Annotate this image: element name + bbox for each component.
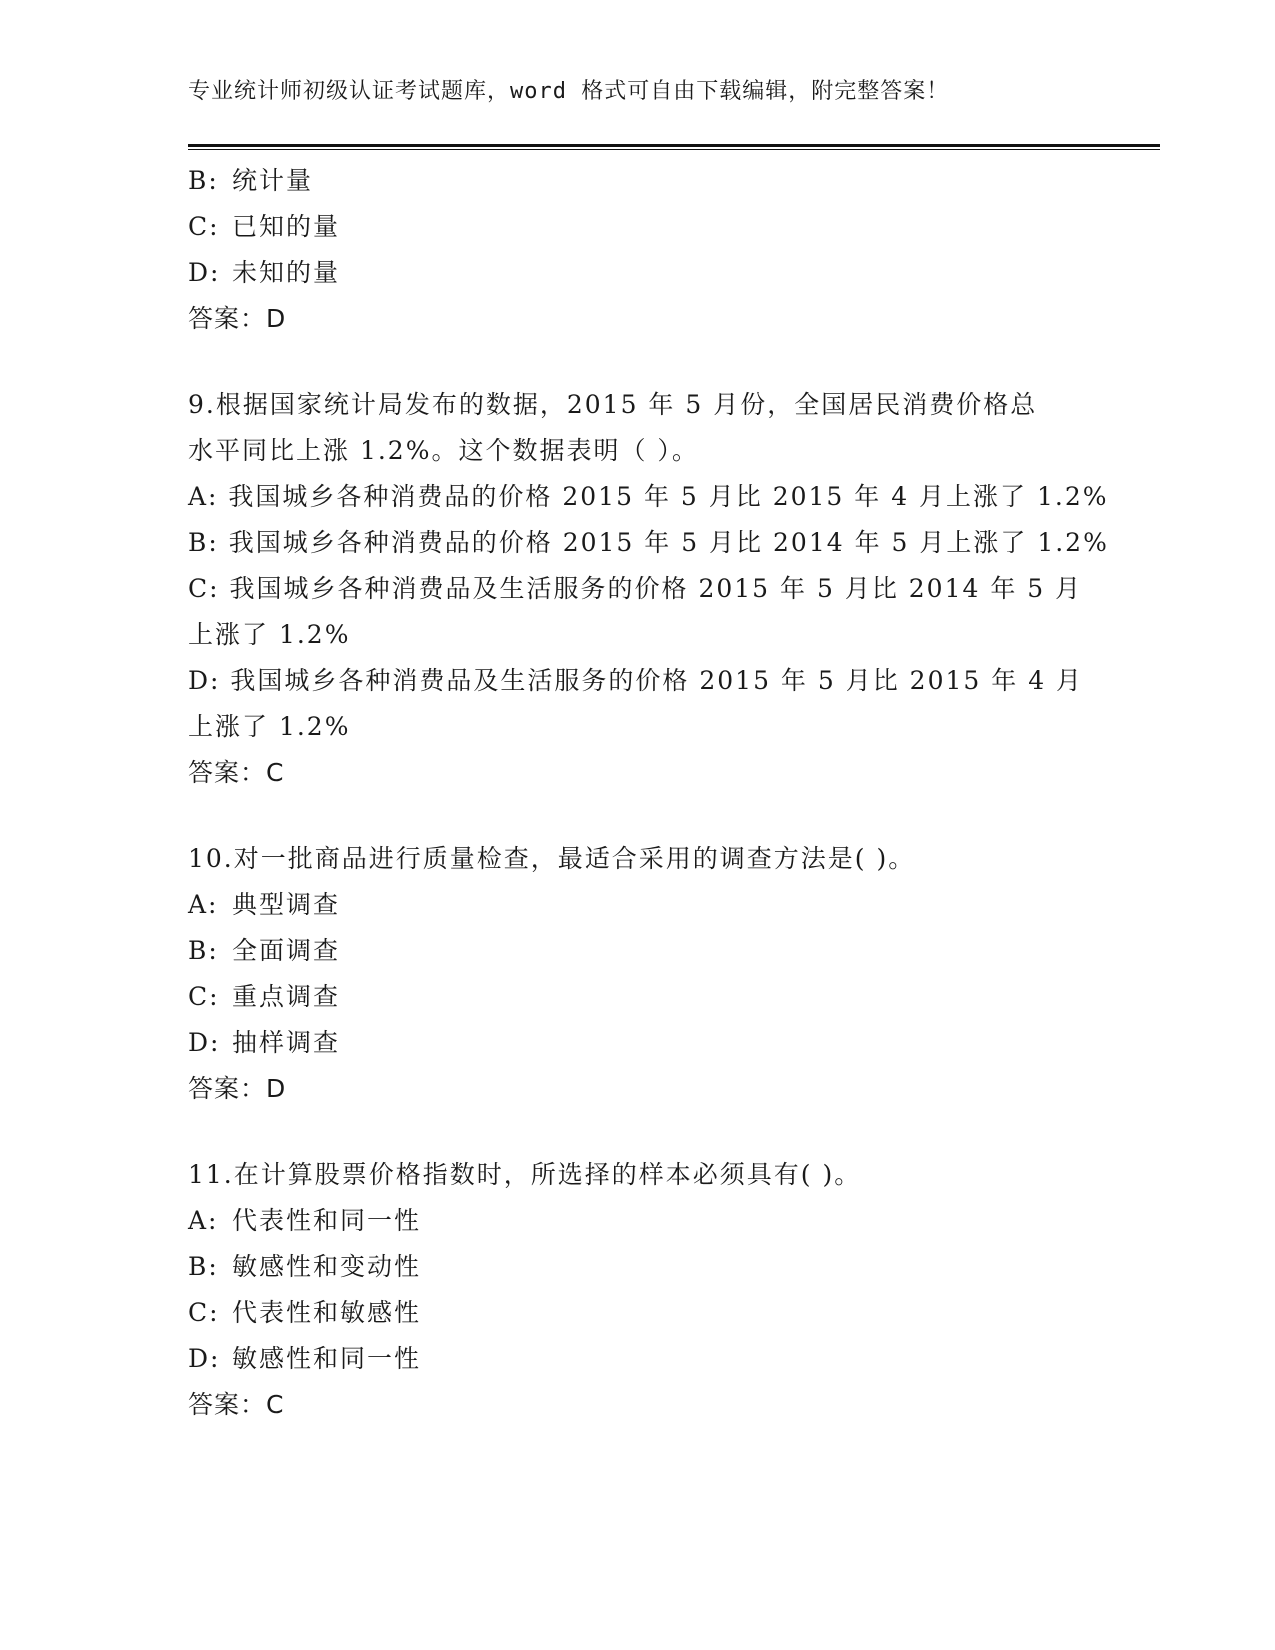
question-10 [188, 836, 1088, 1112]
q11-stem: 11.在计算股票价格指数时，所选择的样本必须具有( )。 [188, 1160, 862, 1189]
option-label: C: [188, 982, 220, 1011]
option-label: D: [188, 1344, 221, 1373]
q8-option-d [188, 250, 1088, 296]
q9-answer: 答案：C [188, 758, 285, 787]
spacer [188, 1112, 1088, 1152]
q10-stem: 10.对一批商品进行质量检查，最适合采用的调查方法是( )。 [188, 844, 916, 873]
q9-stem-line-2: 水平同比上涨 1.2%。这个数据表明（ ）。 [188, 436, 699, 465]
q9-option-d-line-2: 上涨了 1.2% [188, 712, 351, 741]
q9-option-a: A: 我国城乡各种消费品的价格 2015 年 5 月比 2015 年 4 月上涨了 1.2% [188, 482, 1109, 511]
document-body [188, 158, 1109, 1428]
option-text: 典型调查 [232, 890, 341, 919]
q10-answer: 答案：D [188, 1074, 287, 1103]
option-text: 未知的量 [232, 258, 341, 287]
option-text: 抽样调查 [232, 1028, 341, 1057]
q9-stem-line-1: 9.根据国家统计局发布的数据，2015 年 5 月份，全国居民消费价格总 [188, 390, 1038, 419]
header-rule-thin [188, 149, 1160, 150]
question-11 [188, 1152, 1088, 1428]
header-rule-thick [188, 144, 1160, 147]
option-label: B: [188, 166, 219, 195]
option-label: B: [188, 936, 219, 965]
q8-answer: 答案：D [188, 304, 287, 333]
q10-option-b [188, 928, 1088, 974]
option-text: 统计量 [232, 166, 314, 195]
option-text: 已知的量 [232, 212, 341, 241]
q10-option-d [188, 1020, 1088, 1066]
option-text: 代表性和敏感性 [232, 1298, 422, 1327]
spacer [188, 342, 1088, 382]
q9-option-c-line-1: C: 我国城乡各种消费品及生活服务的价格 2015 年 5 月比 2014 年 5 月 [188, 574, 1083, 603]
option-text: 代表性和同一性 [232, 1206, 422, 1235]
option-text: 敏感性和变动性 [232, 1252, 422, 1281]
q9-option-b: B: 我国城乡各种消费品的价格 2015 年 5 月比 2014 年 5 月上涨了 1.2% [188, 528, 1109, 557]
option-label: D: [188, 258, 221, 287]
q11-option-d [188, 1336, 1088, 1382]
q9-option-c-line-2: 上涨了 1.2% [188, 620, 351, 649]
spacer [188, 796, 1088, 836]
option-label: B: [188, 1252, 219, 1281]
option-label: A: [188, 1206, 219, 1235]
option-text: 全面调查 [232, 936, 341, 965]
option-label: C: [188, 1298, 220, 1327]
q11-option-b [188, 1244, 1088, 1290]
q8-option-b [188, 158, 1088, 204]
q11-answer: 答案：C [188, 1390, 285, 1419]
q10-option-c [188, 974, 1088, 1020]
question-8-tail [188, 158, 1088, 342]
option-label: A: [188, 890, 219, 919]
q11-option-c [188, 1290, 1088, 1336]
question-9 [188, 382, 1109, 796]
option-text: 敏感性和同一性 [232, 1344, 422, 1373]
q10-option-a [188, 882, 1088, 928]
q11-option-a [188, 1198, 1088, 1244]
option-label: C: [188, 212, 220, 241]
q9-option-d-line-1: D: 我国城乡各种消费品及生活服务的价格 2015 年 5 月比 2015 年 4 月 [188, 666, 1084, 695]
q8-option-c [188, 204, 1088, 250]
option-label: D: [188, 1028, 221, 1057]
option-text: 重点调查 [232, 982, 341, 1011]
page-header: 专业统计师初级认证考试题库，word 格式可自由下载编辑，附完整答案！ [188, 79, 950, 104]
